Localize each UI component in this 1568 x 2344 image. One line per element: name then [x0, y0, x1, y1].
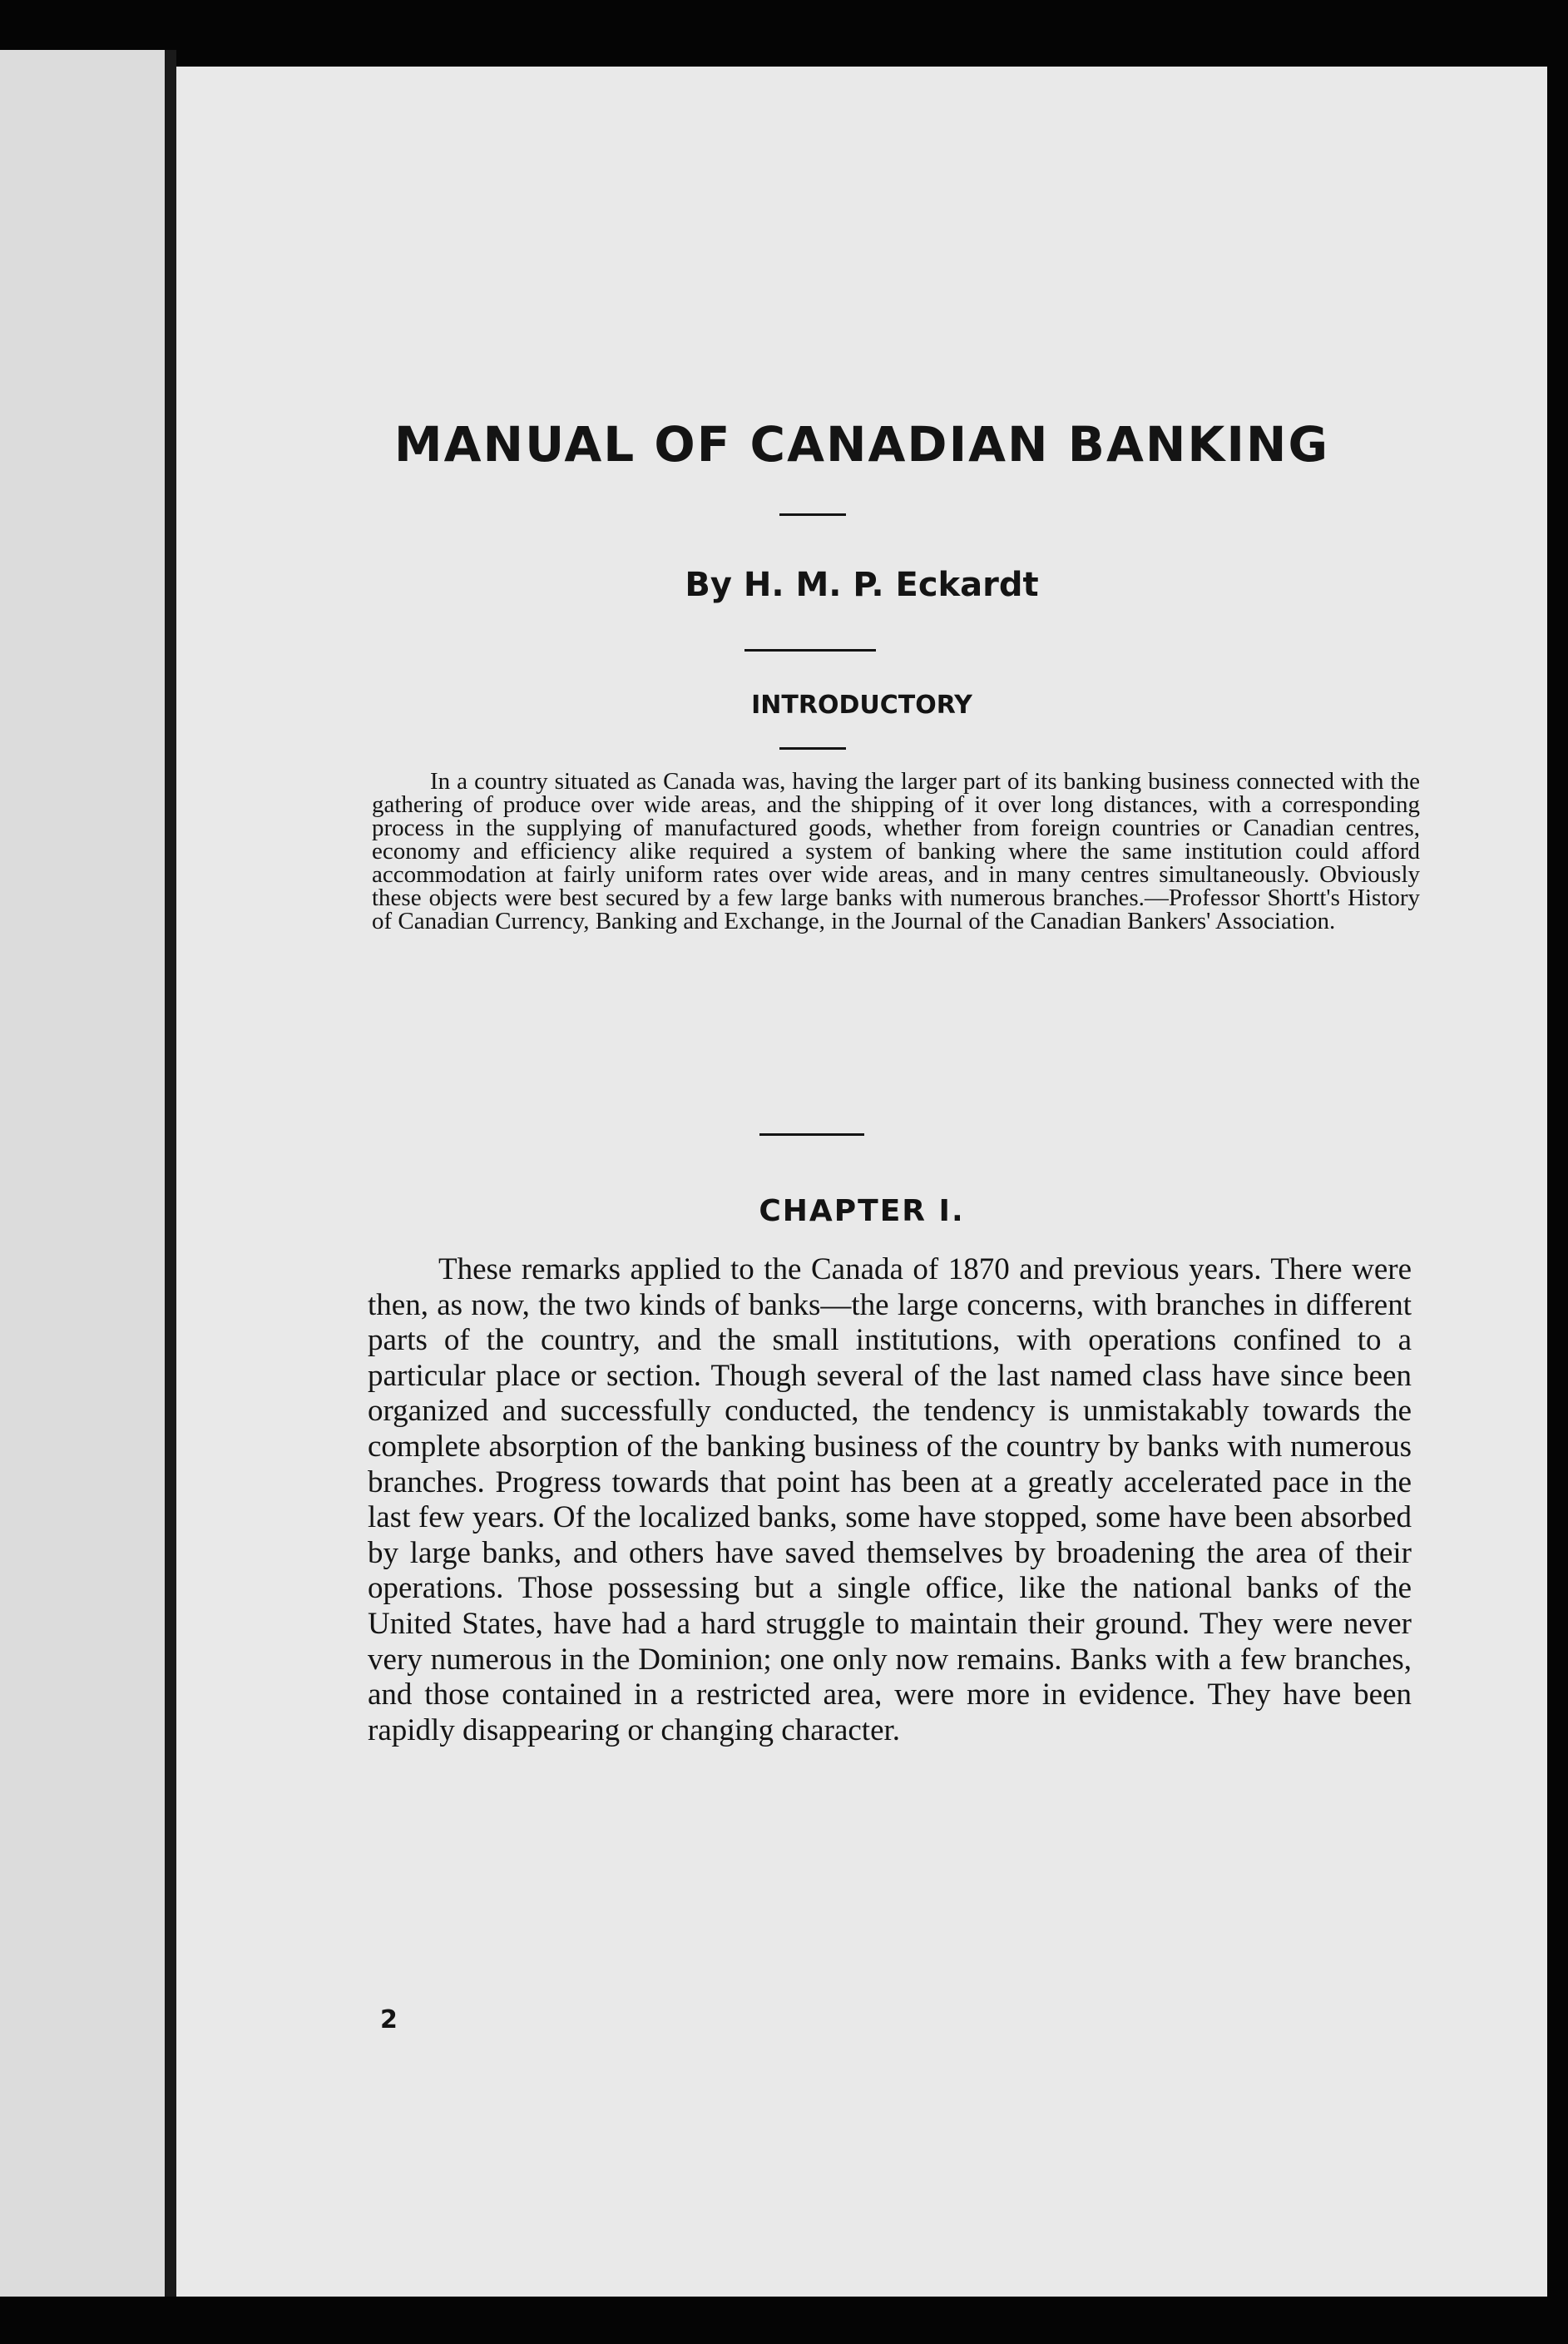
- introductory-quote: In a country situated as Canada was, having the larger part of its banking business connected with the gathering of produce over wide areas, and the shipping of it over long distances, with a corresponding process in the supplying of manufactured goods, whether from foreign countries or Canadian centres, economy and efficiency alike required a system of banking where the same institution could afford accommodation at fairly uniform rates over wide areas, and in many centres simultaneously. Obviously these objects were best secured by a few large banks with numerous branches.—Professor Shortt's History of Canadian Currency, Banking and Exchange, in the Journal of the Canadian Bankers' Association.: [372, 768, 1420, 934]
- chapter-heading: CHAPTER I.: [759, 1194, 965, 1228]
- book-page: [176, 67, 1547, 2297]
- book-spine: [165, 50, 176, 2297]
- title-divider: [779, 513, 846, 516]
- author-divider: [744, 649, 876, 652]
- facing-page-edge: [0, 50, 165, 2297]
- page-number: 2: [380, 2005, 398, 2034]
- introductory-heading: INTRODUCTORY: [751, 691, 972, 720]
- book-title: MANUAL OF CANADIAN BANKING: [393, 416, 1330, 473]
- chapter-body: These remarks applied to the Canada of 1870 and previous years. There were then, as now, the two kinds of banks—the large concerns, with branches in different parts of the country, and the small institutions, with operations confined to a particular place or section. Though several of the last named class have since been organized and successfully conducted, the tendency is unmistakably towards the complete absorption of the banking business of the country by banks with numerous branches. Progress towards that point has been at a greatly accelerated pace in the last few years. Of the localized banks, some have stopped, some have been absorbed by large banks, and others have saved themselves by broadening the area of their operations. Those possessing but a single office, like the national banks of the United States, have had a hard struggle to maintain their ground. They were never very numerous in the Dominion; one only now remains. Banks with a few branches, and those contained in a restricted area, were more in evidence. They have been rapidly disappearing or changing character.: [368, 1252, 1412, 1747]
- intro-divider: [779, 747, 846, 750]
- author-line: By H. M. P. Eckardt: [685, 566, 1039, 604]
- intro-end-divider: [759, 1133, 864, 1136]
